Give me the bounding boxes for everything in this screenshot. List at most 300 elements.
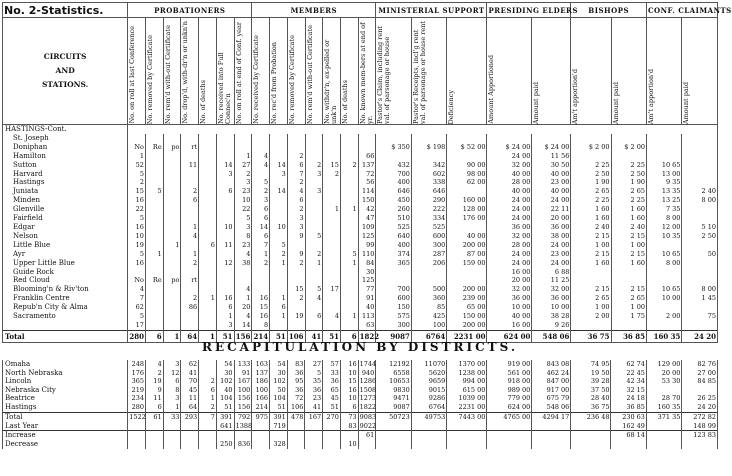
cell [532,431,571,441]
cell [682,205,718,214]
cell [270,143,288,152]
cell: 102 [270,377,288,386]
district-label-spacer [128,125,718,134]
cell [270,196,288,205]
decrease-row [3,440,718,449]
cell: 2 [305,161,323,170]
cell: 27 00 [682,369,718,378]
cell: 365 [376,259,411,268]
cell: 4 [234,250,252,259]
cell: po [163,143,181,152]
cell: 300 [376,321,411,330]
cell: 2 [252,259,270,268]
cell: 20 00 [532,214,571,223]
cell: 1 [340,259,358,268]
cell: 24 00 [487,196,532,205]
cell [145,196,163,205]
cell: 125 [358,232,376,241]
station-row [3,170,718,179]
cell: 10 00 [487,303,532,312]
cell: 478 [287,412,305,422]
cell: 7 35 [646,205,681,214]
cell: 9083 [359,412,377,421]
cell: 4294 17 [532,412,571,422]
cell: 2 [305,250,323,259]
cell: 3 [234,223,252,232]
cell: 106 [287,403,305,412]
cell: 2 [252,187,270,196]
cell [199,205,217,214]
cell [199,170,217,179]
station-row [3,250,718,259]
cell: 6 [270,303,288,312]
column-header [128,18,146,125]
cell [181,205,199,214]
cell: 6764 [411,330,446,342]
cell: $ 198 [411,143,446,152]
cell [163,232,181,241]
cell: 3 [287,214,305,223]
cell: 6 [145,330,163,342]
cell: 129 00 [646,360,681,369]
cell: 1 [199,330,217,342]
cell: 3 [305,170,323,179]
cell: 1 [270,259,288,268]
cell [163,196,181,205]
cell: 400 [376,178,411,187]
cell: 2 50 [611,170,646,179]
cell: 1 90 [571,178,611,187]
cell: 9 26 [532,321,571,330]
row-label: Last Year [3,422,128,431]
cell [163,187,181,196]
cell: 24 00 [487,259,532,268]
cell [571,440,611,449]
cell: 10 35 [646,232,681,241]
cell [252,422,270,431]
cell [181,431,199,441]
cell [340,178,358,187]
cell: 16 [128,196,146,205]
station-row [3,134,718,143]
cell [323,276,341,285]
cell: 24 00 [532,196,571,205]
cell: 2 [199,403,217,412]
cell: 2 [234,170,252,179]
cell [145,178,163,187]
column-header-label: Amount paid [532,81,541,124]
cell [323,440,341,449]
cell [145,440,163,449]
cell: 50 [270,386,288,395]
cell [376,268,411,277]
column-header [611,18,646,125]
cell: 260 [376,205,411,214]
cell [411,276,446,285]
cell: 19 [145,377,163,386]
district-row [3,369,718,378]
cell: 6 [340,330,358,342]
cell: 1 [340,205,358,214]
cell [646,422,681,431]
district-row [3,377,718,386]
cell [128,268,146,277]
cell: 1 [323,205,341,214]
cell [358,440,376,449]
cell: 917 00 [532,386,571,395]
cell: 11 56 [532,152,571,161]
cell: 4 [181,232,199,241]
row-label: Minden [3,196,128,205]
cell: 6764 [411,403,446,412]
cell: 8 [252,321,270,330]
cell [682,134,718,143]
cell: 30 [358,268,376,277]
row-label: Hastings [3,178,128,187]
cell: 72 [287,394,305,403]
cell [340,196,358,205]
cell: 70 [181,377,199,386]
cell [270,205,288,214]
cell [305,152,323,161]
cell [340,241,358,250]
cell: 20 00 [487,276,532,285]
cell: 1 00 [571,241,611,250]
cell [323,196,341,205]
cell: 137 [358,161,376,170]
cell [199,196,217,205]
cell [376,152,411,161]
cell: 14 [270,187,288,196]
cell [216,205,234,214]
cell: 150 00 [447,312,487,321]
cell: 11 [216,241,234,250]
row-label: Guide Rock [3,268,128,277]
cell: 156 [234,394,252,403]
cell [611,152,646,161]
cell [323,259,341,268]
cell: 7 [252,241,270,250]
cell: 166 [252,394,270,403]
cell: 45 [181,386,199,395]
cell: 28 40 [571,394,611,403]
cell: 8 [163,386,181,395]
recap-title: RECAPITULATION BY DISTRICTS. [201,340,519,354]
cell [270,268,288,277]
cell: 3 [287,223,305,232]
cell: 42 [358,205,376,214]
cell: 38 [234,259,252,268]
cell [305,440,323,449]
station-row [3,214,718,223]
cell: 109 [358,223,376,232]
cell [376,134,411,143]
cell: 5 [128,312,146,321]
cell [646,321,681,330]
cell: 1 [128,152,146,161]
group-presiding: PRESIDING ELDERS [487,3,571,18]
cell: 6 [340,403,358,412]
cell: 2 40 [682,187,718,196]
cell [340,223,358,232]
cell: 91 [234,369,252,378]
cell: 106 [288,331,304,341]
cell: 68 14 [611,431,646,441]
cell: 293 [181,412,199,422]
cell: 1 [163,241,181,250]
cell: 1 60 [611,214,646,223]
cell: 1 60 [611,259,646,268]
cell: 6 [305,312,323,321]
cell [447,431,487,441]
cell [181,422,199,431]
column-header [376,18,411,125]
station-row [3,259,718,268]
cell [181,268,199,277]
cell: 40 00 [487,170,532,179]
cell: 16 00 [487,321,532,330]
cell: 64 [181,403,199,412]
cell: 287 [411,250,446,259]
cell: 3 [252,196,270,205]
cell: 40 [358,303,376,312]
cell: 1822 [359,402,377,411]
cell: 646 [411,187,446,196]
cell [163,170,181,179]
cell: 1286 [359,377,377,386]
cell: 13 35 [646,187,681,196]
cell: 2 15 [611,285,646,294]
cell [145,321,163,330]
column-header-label: No. known mem-bers at end of yr. [358,22,374,124]
cell: 14 [216,161,234,170]
cell: po [163,276,181,285]
cell: 62 74 [611,360,646,369]
cell: 9015 [411,386,446,395]
cell: 51 [216,403,234,412]
cell: 989 00 [487,386,532,395]
cell: 23 [234,241,252,250]
cell: 1 [270,294,288,303]
cell: 510 [376,214,411,223]
row-label: Repub'n City & Alma [3,303,128,312]
cell: 33 [323,369,341,378]
cell [682,268,718,277]
cell: 525 [376,223,411,232]
cell: 9659 [411,377,446,386]
cell [411,268,446,277]
cell: 374 [376,250,411,259]
cell: 6 [145,403,163,412]
row-label: St. Joseph [3,134,128,143]
column-header [571,18,611,125]
cell [270,285,288,294]
row-label: Fairfield [3,214,128,223]
cell [216,143,234,152]
cell: 10 65 [646,161,681,170]
cell: 1 00 [571,303,611,312]
cell: 548 06 [532,403,571,412]
cell: 234 [128,394,146,403]
cell: 2 50 [682,232,718,241]
cell: 5 [340,250,358,259]
cell: 1 90 [611,178,646,187]
cell: 6 [252,214,270,223]
cell [145,152,163,161]
cell: 10 00 [646,294,681,303]
recap-table [2,360,718,449]
cell: 125 [358,276,376,285]
cell: 219 [128,386,146,395]
cell: 28 70 [646,394,681,403]
cell [323,431,341,441]
cell: 602 [411,170,446,179]
cell [163,178,181,187]
cell: 700 [376,285,411,294]
cell [145,205,163,214]
cell [305,223,323,232]
column-header-label: Pastor's Receipts, incl'g rent val. of parsonage or house rent [411,20,427,124]
cell: 10 [340,369,358,378]
cell [323,223,341,232]
row-label: North Nebraska [3,369,128,378]
column-header [646,18,681,125]
column-header [270,18,288,125]
cell: 675 79 [532,394,571,403]
cell: 3 [163,394,181,403]
row-label: Doniphan [3,143,128,152]
cell: 36 75 [571,330,611,342]
cell [128,431,146,441]
district-row [3,360,718,369]
cell: 5 [128,250,146,259]
cell: 1 [199,394,217,403]
column-header-label: No. removed by Certificate [287,34,296,124]
cell: 13 25 [646,196,681,205]
cell: 51 [216,330,234,342]
column-header [163,18,181,125]
cell [447,134,487,143]
cell [252,143,270,152]
cell: 32 15 [611,386,646,395]
cell: 1 [270,312,288,321]
cell [305,214,323,223]
cell: 9 35 [646,178,681,187]
group-ministerial: MINISTERIAL SUPPORT [376,3,487,18]
cell: 27 [234,161,252,170]
row-label: Upper Little Blue [3,259,128,268]
cell: 10 [216,223,234,232]
cell: 4 [234,285,252,294]
cell [287,241,305,250]
increase-row [3,431,718,441]
column-header-label: Amount paid [682,81,691,124]
cell [411,431,446,441]
cell: 9022 [359,421,377,430]
cell: 4 [252,161,270,170]
cell [128,440,146,449]
cell: 22 11 [532,205,571,214]
cell: 83 [340,422,358,431]
column-header [199,18,217,125]
cell [682,259,718,268]
cell [323,134,341,143]
cell: 1 [234,294,252,303]
cell: $ 2 00 [571,143,611,152]
cell [646,431,681,441]
cell [163,321,181,330]
cell: 15 [340,377,358,386]
cell: 16 [252,294,270,303]
cell [305,268,323,277]
district-label: HASTINGS-Cont. [3,125,128,134]
cell [487,134,532,143]
column-header [287,18,305,125]
cell: 280 [129,331,144,341]
cell: 214 [253,331,269,341]
cell: 19 50 [571,369,611,378]
group-claimants: CONF. CLAIMANTS [646,3,717,18]
cell [163,250,181,259]
cell: 700 [376,170,411,179]
cell [199,276,217,285]
cell [305,276,323,285]
cell: 61 [145,412,163,422]
cell: 23 [234,187,252,196]
cell: 2 [199,377,217,386]
cell: 5 [128,214,146,223]
cell [340,285,358,294]
cell: 2 25 [611,196,646,205]
cell [199,134,217,143]
cell: 338 [411,178,446,187]
cell: 561 00 [487,369,532,378]
cell [682,214,718,223]
cell: 41 [181,369,199,378]
cell [199,312,217,321]
cell: 360 [411,294,446,303]
cell: 1 60 [571,214,611,223]
cell [323,143,341,152]
station-row [3,178,718,187]
cell: 2 [287,205,305,214]
column-header [682,18,718,125]
cell: 24 20 [682,403,718,412]
cell: 98 00 [447,170,487,179]
cell: 1 60 [611,205,646,214]
cell [340,143,358,152]
cell: 290 [411,196,446,205]
cell [447,268,487,277]
cell: 23 00 [532,250,571,259]
cell [323,321,341,330]
group-members: MEMBERS [252,3,376,18]
cell: 272 82 [682,412,718,422]
cell: 17 [323,285,341,294]
cell: 2 [181,187,199,196]
cell: 7 [199,412,217,422]
cell: 5 [305,369,323,378]
cell: 72 [358,170,376,179]
cell [532,440,571,449]
station-row [3,152,718,161]
cell: 160 00 [447,196,487,205]
column-header-label: Deficiency [447,89,456,124]
cell [376,276,411,285]
cell: Re [145,276,163,285]
cell: 640 [376,232,411,241]
station-row [3,294,718,303]
